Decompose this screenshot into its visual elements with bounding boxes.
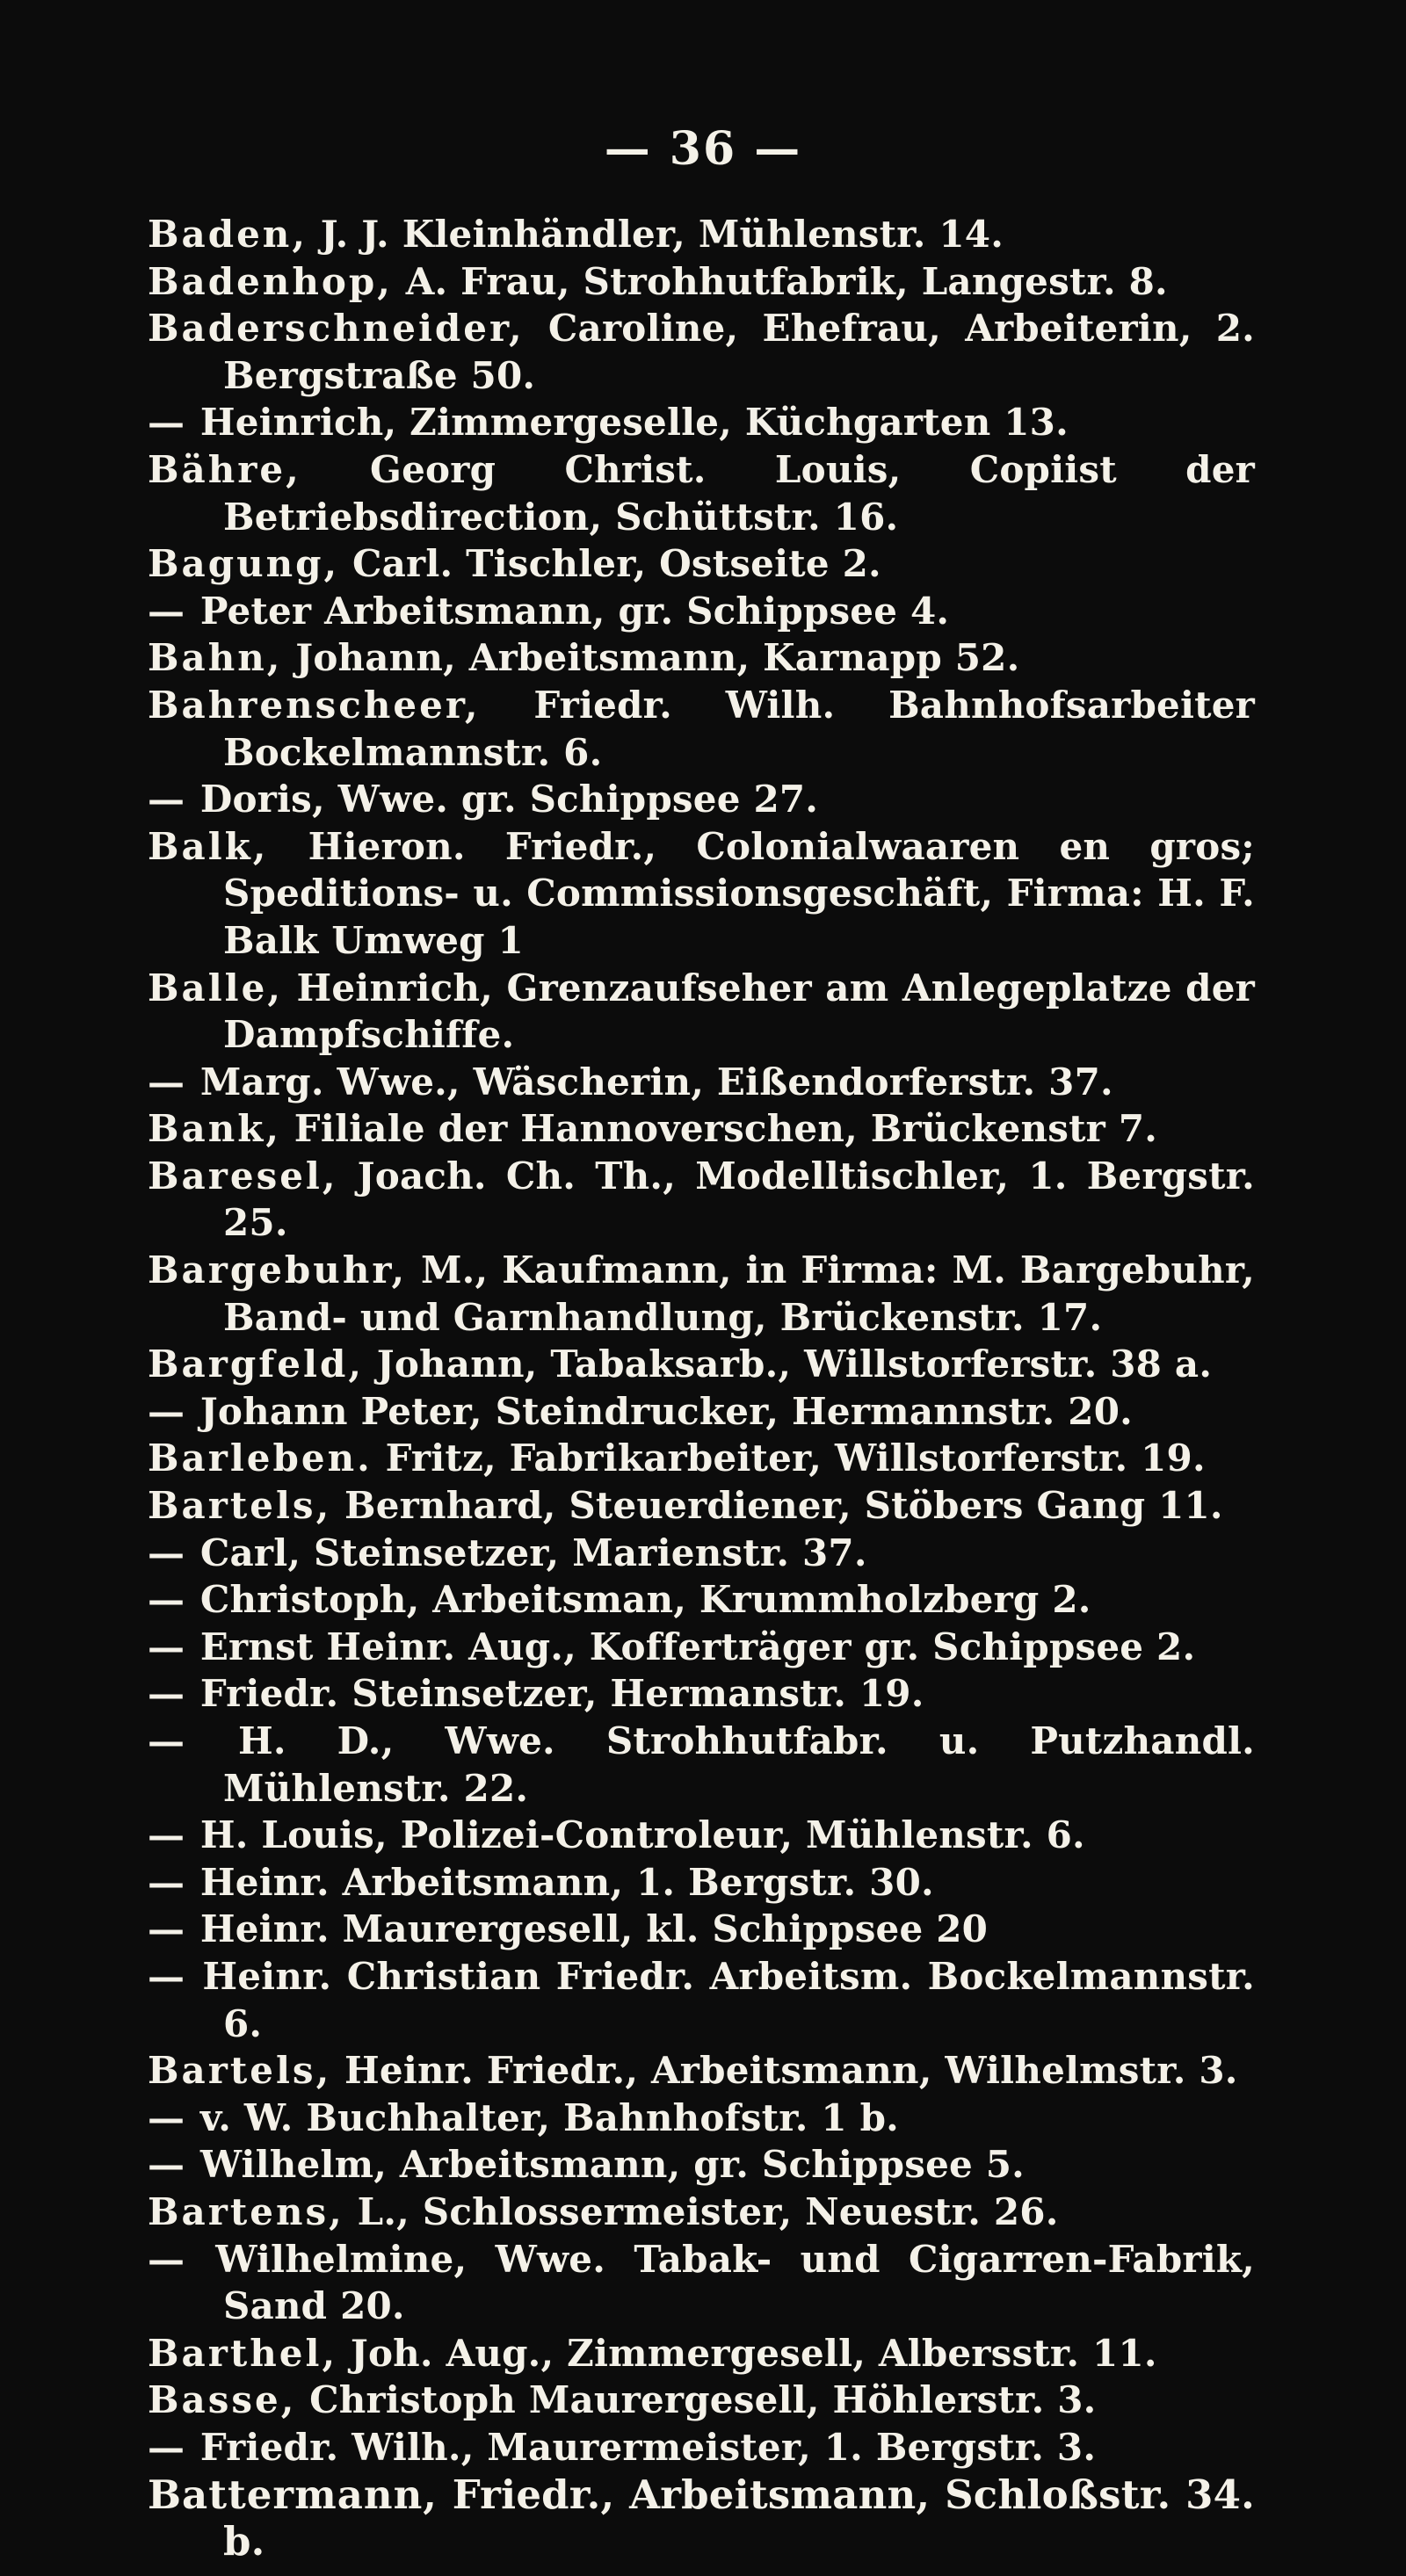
directory-entry <box>148 682 1255 776</box>
entry-surname: Basse, <box>148 2378 297 2422</box>
entry-details: Joach. Ch. Th., Modelltischler, 1. Bergstr. 25. <box>223 1154 1255 1245</box>
entry-details: Christoph, Arbeitsman, Krummholzberg 2. <box>187 1578 1091 1622</box>
entry-surname: Bartels, <box>148 2049 332 2093</box>
entry-details: M., Kaufmann, in Firma: M. Bargebuhr, Band- und Garnhandlung, Brückenstr. 17. <box>223 1248 1255 1339</box>
entry-surname: Bähre, <box>148 447 301 491</box>
entry-details: Filiale der Hannoverschen, Brückenstr 7. <box>280 1107 1158 1151</box>
directory-entry <box>148 1670 1255 1718</box>
entry-details: Christoph Maurergesell, Höhlerstr. 3. <box>296 2378 1097 2422</box>
entry-details: Peter Arbeitsmann, gr. Schippsee 4. <box>187 589 950 633</box>
entry-details: Hieron. Friedr., Colonialwaaren en gros; Speditions- u. Commissionsgeschäft, Firma: H. F. Balk Umweg 1 <box>223 824 1255 962</box>
entry-details: Marg. Wwe., Wäscherin, Eißendorferstr. 37. <box>187 1060 1113 1103</box>
entry-details: Friedr. Wilh. Bahnhofsarbeiter Bockelmannstr. 6. <box>223 683 1255 774</box>
entry-details: Doris, Wwe. gr. Schippsee 27. <box>187 778 819 821</box>
entry-surname: — <box>148 778 187 821</box>
directory-entry <box>148 2189 1255 2236</box>
entry-surname: — <box>148 589 187 633</box>
entry-details: v. W. Buchhalter, Bahnhofstr. 1 b. <box>187 2095 900 2139</box>
entry-surname: Bartens, <box>148 2189 344 2233</box>
directory-entry <box>148 258 1255 306</box>
entry-surname: Badenhop, <box>148 259 393 303</box>
entry-details: A. Frau, Strohhutfabrik, Langestr. 8. <box>392 259 1168 303</box>
entry-details: L., Schlossermeister, Neuestr. 26. <box>344 2189 1059 2233</box>
entry-details: Caroline, Ehefrau, Arbeiterin, 2. Bergstraße 50. <box>223 307 1255 397</box>
entry-details: Friedr., Arbeitsmann, Schloßstr. 34. b. <box>223 2471 1255 2565</box>
directory-entry <box>148 588 1255 635</box>
entry-details: Johann, Tabaksarb., Willstorferstr. 38 a. <box>363 1342 1213 1386</box>
entry-details: Bernhard, Steuerdiener, Stöbers Gang 11. <box>331 1484 1223 1528</box>
entry-surname: Bagung, <box>148 542 340 586</box>
entry-details: J. J. Kleinhändler, Mühlenstr. 14. <box>307 213 1004 256</box>
directory-entry <box>148 1482 1255 1530</box>
entry-details: Ernst Heinr. Aug., Kofferträger gr. Schippsee 2. <box>187 1624 1196 1668</box>
entry-surname: — <box>148 1860 187 1904</box>
directory-entry <box>148 2471 1255 2565</box>
entry-surname: — <box>148 1813 187 1857</box>
entry-details: Heinr. Maurergesell, kl. Schippsee 20 <box>187 1907 989 1951</box>
directory-entry <box>148 965 1255 1059</box>
entry-surname: Baden, <box>148 213 308 256</box>
entry-surname: — <box>148 1907 187 1951</box>
directory-entry <box>148 1718 1255 1812</box>
entry-surname: Barleben. <box>148 1436 373 1480</box>
entry-surname: — <box>148 401 187 445</box>
entry-surname: — <box>148 2143 187 2187</box>
directory-entry <box>148 823 1255 965</box>
directory-entry <box>148 1059 1255 1106</box>
entry-surname: — <box>148 1954 187 1998</box>
entry-surname: — <box>148 2425 187 2469</box>
directory-entry <box>148 1906 1255 1953</box>
entry-surname: — <box>148 1672 187 1716</box>
entry-details: Heinr. Christian Friedr. Arbeitsm. Bockelmannstr. 6. <box>187 1954 1255 2045</box>
entry-details: Johann Peter, Steindrucker, Hermannstr. 20. <box>187 1389 1133 1433</box>
entry-surname: Balle, <box>148 966 283 1009</box>
entry-surname: Baresel, <box>148 1154 338 1198</box>
directory-entry <box>148 1859 1255 1907</box>
directory-entry <box>148 1435 1255 1482</box>
entry-surname: Bargfeld, <box>148 1342 364 1386</box>
directory-entry <box>148 2424 1255 2471</box>
directory-entry <box>148 305 1255 399</box>
entry-surname: Battermann, <box>148 2471 438 2518</box>
entry-details: Heinrich, Zimmergeselle, Küchgarten 13. <box>187 401 1069 445</box>
directory-entry <box>148 1953 1255 2047</box>
entry-surname: Barthel, <box>148 2331 338 2375</box>
directory-entry <box>148 2236 1255 2330</box>
directory-entry <box>148 1576 1255 1624</box>
entry-details: Heinr. Friedr., Arbeitsmann, Wilhelmstr. 3. <box>331 2049 1238 2093</box>
directory-entry <box>148 1624 1255 1671</box>
directory-entry <box>148 2141 1255 2189</box>
directory-entry <box>148 399 1255 446</box>
directory-entry <box>148 1388 1255 1436</box>
entry-surname: Balk, <box>148 824 269 868</box>
entry-details: Wilhelm, Arbeitsmann, gr. Schippsee 5. <box>187 2143 1026 2187</box>
directory-entry <box>148 1153 1255 1247</box>
entry-surname: — <box>148 1719 187 1762</box>
entry-surname: — <box>148 1060 187 1103</box>
entry-details: Friedr. Steinsetzer, Hermanstr. 19. <box>187 1672 924 1716</box>
entry-surname: — <box>148 1530 187 1574</box>
entry-details: Wilhelmine, Wwe. Tabak- und Cigarren-Fabrik, Sand 20. <box>187 2237 1255 2328</box>
entry-details: Georg Christ. Louis, Copiist der Betriebsdirection, Schüttstr. 16. <box>223 447 1255 539</box>
entry-surname: — <box>148 1578 187 1622</box>
directory-entry <box>148 1247 1255 1341</box>
entry-surname: — <box>148 1624 187 1668</box>
entry-details: Fritz, Fabrikarbeiter, Willstorferstr. 19. <box>372 1436 1206 1480</box>
entry-surname: Bahn, <box>148 636 283 680</box>
entry-details: Heinr. Arbeitsmann, 1. Bergstr. 30. <box>187 1860 934 1904</box>
entry-details: H. D., Wwe. Strohhutfabr. u. Putzhandl. Mühlenstr. 22. <box>187 1719 1255 1810</box>
directory-entry <box>148 2377 1255 2424</box>
directory-entry <box>148 1530 1255 1577</box>
directory-entry <box>148 2095 1255 2142</box>
entry-details: H. Louis, Polizei-Controleur, Mühlenstr. 6. <box>187 1813 1085 1857</box>
entry-surname: Bartels, <box>148 1484 332 1528</box>
entry-surname: — <box>148 2095 187 2139</box>
entry-surname: Baderschneider, <box>148 307 525 351</box>
entry-surname: — <box>148 1389 187 1433</box>
entry-details: Joh. Aug., Zimmergesell, Albersstr. 11. <box>337 2331 1157 2375</box>
entry-details: Carl, Steinsetzer, Marienstr. 37. <box>187 1530 867 1574</box>
entry-details: Carl. Tischler, Ostseite 2. <box>339 542 881 586</box>
directory-entry <box>148 1341 1255 1388</box>
entry-surname: Bargebuhr, <box>148 1248 408 1292</box>
directory-entry <box>148 2047 1255 2095</box>
page-number: — 36 — <box>604 122 802 176</box>
directory-entry <box>148 1105 1255 1153</box>
entry-details: Friedr. Wilh., Maurermeister, 1. Bergstr. 3. <box>187 2425 1097 2469</box>
directory-entry <box>148 540 1255 588</box>
directory-entry <box>148 1812 1255 1859</box>
entry-surname: — <box>148 2237 187 2281</box>
directory-entry <box>148 634 1255 682</box>
entry-surname: Bank, <box>148 1107 281 1151</box>
directory-entry <box>148 776 1255 823</box>
entry-details: Johann, Arbeitsmann, Karnapp 52. <box>282 636 1020 680</box>
directory-entry <box>148 211 1255 258</box>
directory-entry <box>148 2330 1255 2377</box>
directory-entry <box>148 446 1255 540</box>
address-entries-list <box>148 211 1255 2565</box>
entry-details: Heinrich, Grenzaufseher am Anlegeplatze der Dampfschiffe. <box>223 966 1255 1057</box>
entry-surname: Bahrenscheer, <box>148 683 481 727</box>
